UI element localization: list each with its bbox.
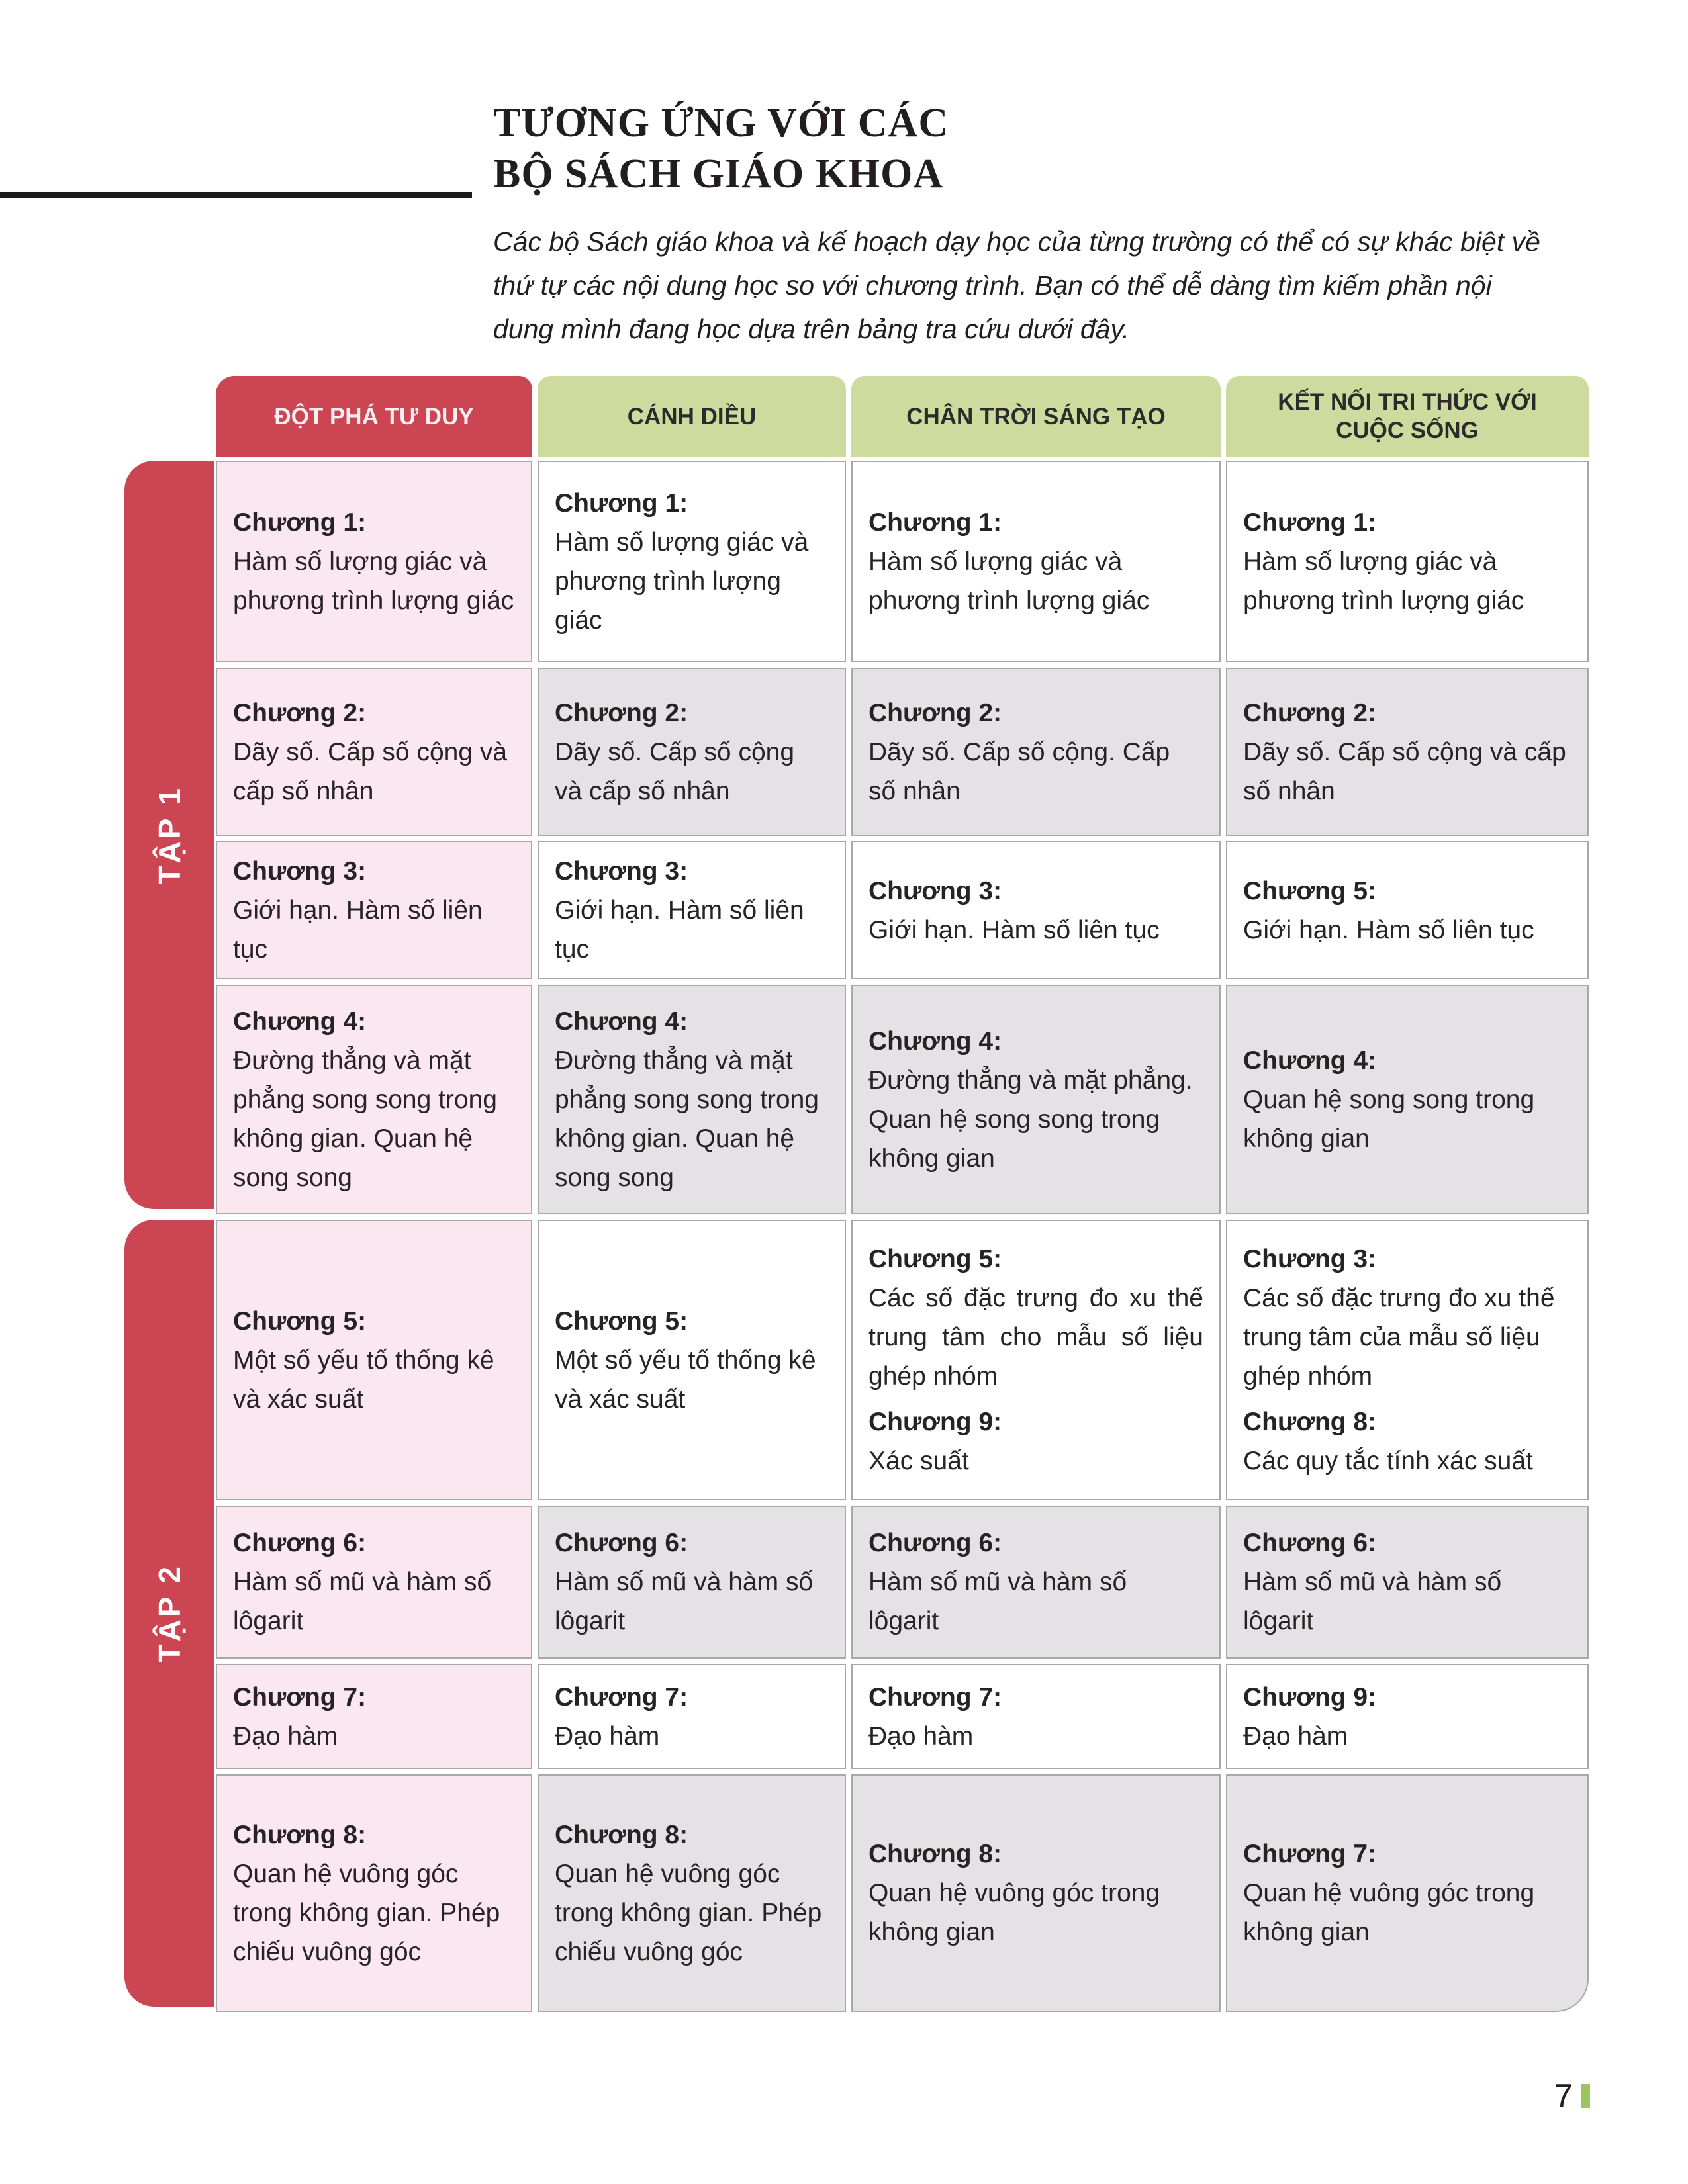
chapter-cell <box>1226 1506 1589 1659</box>
chapter-cell <box>851 985 1221 1214</box>
chapter-body: Đạo hàm <box>555 1721 660 1751</box>
chapter-heading: Chương 7: <box>555 1682 688 1711</box>
volume-group-2 <box>124 1220 1589 2012</box>
intro-paragraph: Các bộ Sách giáo khoa và kế hoạch dạy học của từng trường có thể có sự khác biệt về thứ tự các nội dung học so với chương trình. Bạn có thể dễ dàng tìm kiếm phần nội dung mình đang học dựa trên bảng tra cứu dưới đây. <box>493 226 1540 344</box>
textbook-mapping-table <box>124 376 1589 2017</box>
chapter-cell <box>538 985 846 1214</box>
chapter-cell <box>851 1774 1221 2012</box>
chapter-heading: Chương 1: <box>1243 508 1377 537</box>
page-number: 7 <box>1554 2077 1573 2115</box>
chapter-heading: Chương 6: <box>868 1529 1002 1557</box>
chapter-cell <box>851 1664 1221 1769</box>
chapter-heading: Chương 4: <box>555 1007 688 1036</box>
chapter-body: Dãy số. Cấp số cộng và cấp số nhân <box>233 737 508 805</box>
chapter-heading: Chương 5: <box>555 1306 688 1336</box>
chapter-cell <box>216 461 532 662</box>
chapter-heading: Chương 2: <box>233 698 367 727</box>
table-row <box>216 841 1589 979</box>
table-body <box>124 461 1589 2012</box>
chapter-heading: Chương 7: <box>233 1682 367 1711</box>
chapter-cell <box>851 461 1221 662</box>
chapter-body: Giới hạn. Hàm số liên tục <box>868 915 1160 944</box>
chapter-heading: Chương 6: <box>1243 1529 1377 1557</box>
chapter-cell <box>538 1220 846 1500</box>
table-row <box>216 668 1589 836</box>
chapter-heading: Chương 6: <box>555 1529 688 1557</box>
chapter-cell <box>538 461 846 662</box>
chapter-body: Đường thẳng và mặt phẳng song song trong không gian. Quan hệ song song <box>555 1046 819 1192</box>
chapter-body: Giới hạn. Hàm số liên tục <box>1243 915 1534 944</box>
chapter-cell <box>1226 461 1589 662</box>
chapter-heading: Chương 5: <box>233 1306 367 1336</box>
chapter-body: Đạo hàm <box>233 1721 338 1751</box>
chapter-heading: Chương 4: <box>868 1026 1002 1056</box>
table-row <box>216 461 1589 662</box>
chapter-cell <box>538 1774 846 2012</box>
chapter-heading: Chương 8: <box>555 1820 688 1849</box>
volume-label-bar <box>124 461 214 1209</box>
chapter-heading: Chương 2: <box>555 698 688 727</box>
chapter-cell <box>1226 841 1589 979</box>
chapter-cell <box>851 841 1221 979</box>
chapter-cell <box>538 1664 846 1769</box>
chapter-body: Các số đặc trưng đo xu thế trung tâm cho mẫu số liệu ghép nhóm <box>868 1284 1203 1390</box>
chapter-body: Dãy số. Cấp số cộng. Cấp số nhân <box>868 737 1170 805</box>
chapter-cell <box>216 668 532 836</box>
page-title-line2: BỘ SÁCH GIÁO KHOA <box>493 152 944 197</box>
table-row <box>216 1664 1589 1769</box>
chapter-body: Quan hệ vuông góc trong không gian. Phép chiếu vuông góc <box>233 1859 500 1966</box>
table-row <box>216 1774 1589 2012</box>
chapter-heading: Chương 3: <box>555 857 688 886</box>
chapter-heading: Chương 1: <box>233 508 367 537</box>
chapter-heading: Chương 3: <box>233 857 367 886</box>
chapter-cell <box>1226 1220 1589 1500</box>
chapter-heading: Chương 8: <box>233 1820 367 1849</box>
volume-label: TẬP 1 <box>152 785 187 885</box>
column-header-3: CHÂN TRỜI SÁNG TẠO <box>851 376 1221 457</box>
chapter-heading: Chương 5: <box>868 1245 1002 1273</box>
chapter-heading: Chương 2: <box>1243 698 1377 727</box>
chapter-heading: Chương 5: <box>1243 876 1377 905</box>
chapter-body: Đường thẳng và mặt phẳng. Quan hệ song song trong không gian <box>868 1066 1193 1173</box>
chapter-cell <box>216 1220 532 1500</box>
chapter-body: Hàm số lượng giác và phương trình lượng giác <box>233 547 514 615</box>
page-title-line1: TƯƠNG ỨNG VỚI CÁC <box>493 101 949 146</box>
chapter-body: Hàm số mũ và hàm số lôgarit <box>868 1568 1127 1635</box>
chapter-body: Các số đặc trưng đo xu thế trung tâm của mẫu số liệu ghép nhóm <box>1243 1284 1555 1390</box>
chapter-body: Một số yếu tố thống kê và xác suất <box>233 1345 494 1414</box>
chapter-body: Hàm số mũ và hàm số lôgarit <box>1243 1568 1502 1635</box>
chapter-heading: Chương 2: <box>868 698 1002 727</box>
chapter-cell <box>851 1506 1221 1659</box>
table-row <box>216 985 1589 1214</box>
chapter-body: Dãy số. Cấp số cộng và cấp số nhân <box>1243 737 1566 805</box>
chapter-heading: Chương 8: <box>1243 1408 1377 1436</box>
column-header-1: ĐỘT PHÁ TƯ DUY <box>216 376 532 457</box>
volume-label: TẬP 2 <box>152 1563 187 1663</box>
chapter-cell <box>216 1506 532 1659</box>
chapter-cell <box>1226 1664 1589 1769</box>
chapter-body: Quan hệ vuông góc trong không gian <box>868 1879 1160 1946</box>
chapter-cell <box>538 668 846 836</box>
chapter-body: Giới hạn. Hàm số liên tục <box>555 896 804 964</box>
chapter-body: Đạo hàm <box>868 1721 974 1751</box>
chapter-heading: Chương 9: <box>868 1408 1002 1436</box>
chapter-cell <box>216 985 532 1214</box>
chapter-heading: Chương 9: <box>1243 1682 1377 1711</box>
chapter-body: Hàm số lượng giác và phương trình lượng giác <box>1243 547 1524 615</box>
column-header-2: CÁNH DIỀU <box>538 376 846 457</box>
chapter-body: Quan hệ song song trong không gian <box>1243 1085 1535 1153</box>
volume-label-bar <box>124 1220 214 2007</box>
chapter-cell <box>1226 1774 1589 2012</box>
chapter-body: Dãy số. Cấp số cộng và cấp số nhân <box>555 737 795 805</box>
chapter-cell <box>216 1774 532 2012</box>
chapter-body: Quan hệ vuông góc trong không gian. Phép chiếu vuông góc <box>555 1859 822 1966</box>
chapter-cell <box>1226 985 1589 1214</box>
table-header-row <box>216 376 1589 457</box>
chapter-cell <box>538 1506 846 1659</box>
chapter-heading: Chương 4: <box>233 1007 367 1036</box>
volume-group-1 <box>124 461 1589 1214</box>
chapter-heading: Chương 3: <box>1243 1245 1377 1273</box>
chapter-cell <box>216 1664 532 1769</box>
chapter-heading: Chương 4: <box>1243 1046 1377 1075</box>
chapter-body: Hàm số mũ và hàm số lôgarit <box>233 1568 492 1635</box>
chapter-body: Một số yếu tố thống kê và xác suất <box>555 1345 816 1414</box>
page-number-area <box>1554 2077 1590 2115</box>
chapter-body: Đạo hàm <box>1243 1721 1348 1751</box>
chapter-body: Các quy tắc tính xác suất <box>1243 1447 1533 1475</box>
table-row <box>216 1220 1589 1500</box>
title-rule <box>0 192 472 198</box>
chapter-body: Giới hạn. Hàm số liên tục <box>233 896 483 964</box>
chapter-heading: Chương 1: <box>555 488 688 518</box>
page-title <box>493 98 1089 200</box>
chapter-body: Hàm số lượng giác và phương trình lượng giác <box>555 527 809 635</box>
chapter-heading: Chương 8: <box>868 1840 1002 1868</box>
chapter-body: Hàm số lượng giác và phương trình lượng giác <box>868 547 1150 615</box>
table-row <box>216 1506 1589 1659</box>
chapter-body: Đường thẳng và mặt phẳng song song trong không gian. Quan hệ song song <box>233 1046 497 1192</box>
chapter-body: Hàm số mũ và hàm số lôgarit <box>555 1568 814 1635</box>
chapter-heading: Chương 3: <box>868 876 1002 905</box>
column-header-4: KẾT NỐI TRI THỨC VỚI CUỘC SỐNG <box>1226 376 1589 457</box>
chapter-cell <box>538 841 846 979</box>
chapter-body: Quan hệ vuông góc trong không gian <box>1243 1879 1535 1946</box>
chapter-heading: Chương 7: <box>1243 1840 1377 1868</box>
chapter-heading: Chương 1: <box>868 508 1002 537</box>
chapter-cell <box>216 841 532 979</box>
page-number-accent-bar <box>1581 2084 1590 2108</box>
chapter-cell <box>1226 668 1589 836</box>
chapter-heading: Chương 7: <box>868 1682 1002 1711</box>
chapter-heading: Chương 6: <box>233 1529 367 1557</box>
chapter-body: Xác suất <box>868 1447 969 1475</box>
chapter-cell <box>851 1220 1221 1500</box>
chapter-cell <box>851 668 1221 836</box>
